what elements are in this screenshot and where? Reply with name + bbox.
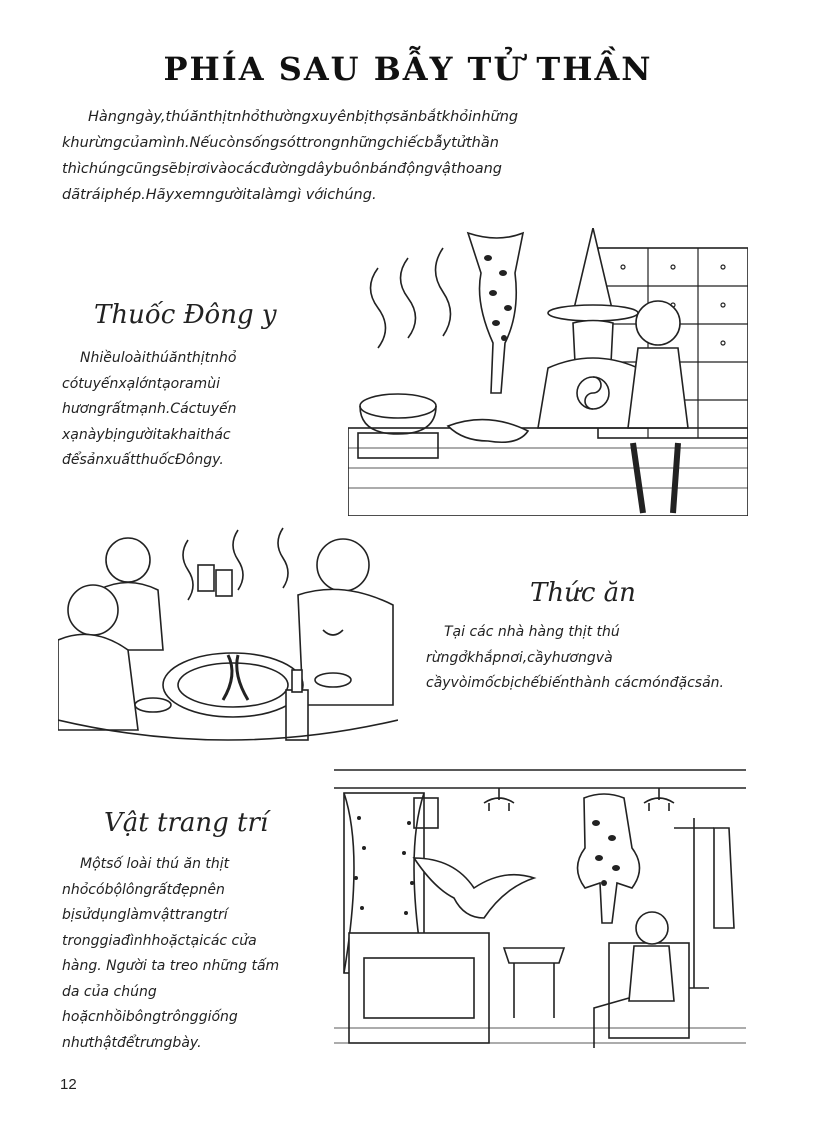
heading-trang-tri: Vật trang trí — [104, 808, 269, 838]
feast-illustration — [58, 520, 398, 742]
page-title: PHÍA SAU BẪY TỬ THẦN — [163, 50, 653, 88]
body-trang-tri: Mộtsố loài thú ăn thịt nhỏcóbộlôngrấtđẹpnên bịsửdụnglàmvậttrangtrí tronggiađìnhhoặctạicác cửa hàng. Người ta treo những tấm da của chúng hoặcnhồibôngtrônggiống nhưthậtđểtrưngbày. — [62, 856, 280, 1051]
intro-paragraph: Hàngngày,thúănthịtnhỏthườngxuyênbịthợsănbắtkhỏinhững khurừngcủamình.Nếucònsốngsóttrongnhữngchiếcbẫytửthần thìchúngcũngsẽbịrơivàocácđườngdâybuônbánđộngvậthoang dãtráiphép.Hãyxemngườitalàmgì vớichúng. — [62, 109, 519, 203]
heading-dong-y: Thuốc Đông y — [94, 300, 277, 330]
page-number: 12 — [60, 1076, 77, 1093]
medicine-shop-illustration — [348, 228, 748, 516]
body-thuc-an: Tại các nhà hàng thịt thú rừngởkhắpnơi,cầyhươngvà cầyvòimốcbịchếbiếnthành cácmónđặcsản. — [426, 624, 724, 691]
living-room-illustration — [334, 768, 746, 1056]
body-dong-y: Nhiềuloàithúănthịtnhỏ cótuyếnxạlớntạoramùi hươngrấtmạnh.Cáctuyến xạnàybịngườitakhaithác đểsảnxuấtthuốcĐôngy. — [62, 350, 237, 468]
heading-thuc-an: Thức ăn — [530, 578, 636, 608]
